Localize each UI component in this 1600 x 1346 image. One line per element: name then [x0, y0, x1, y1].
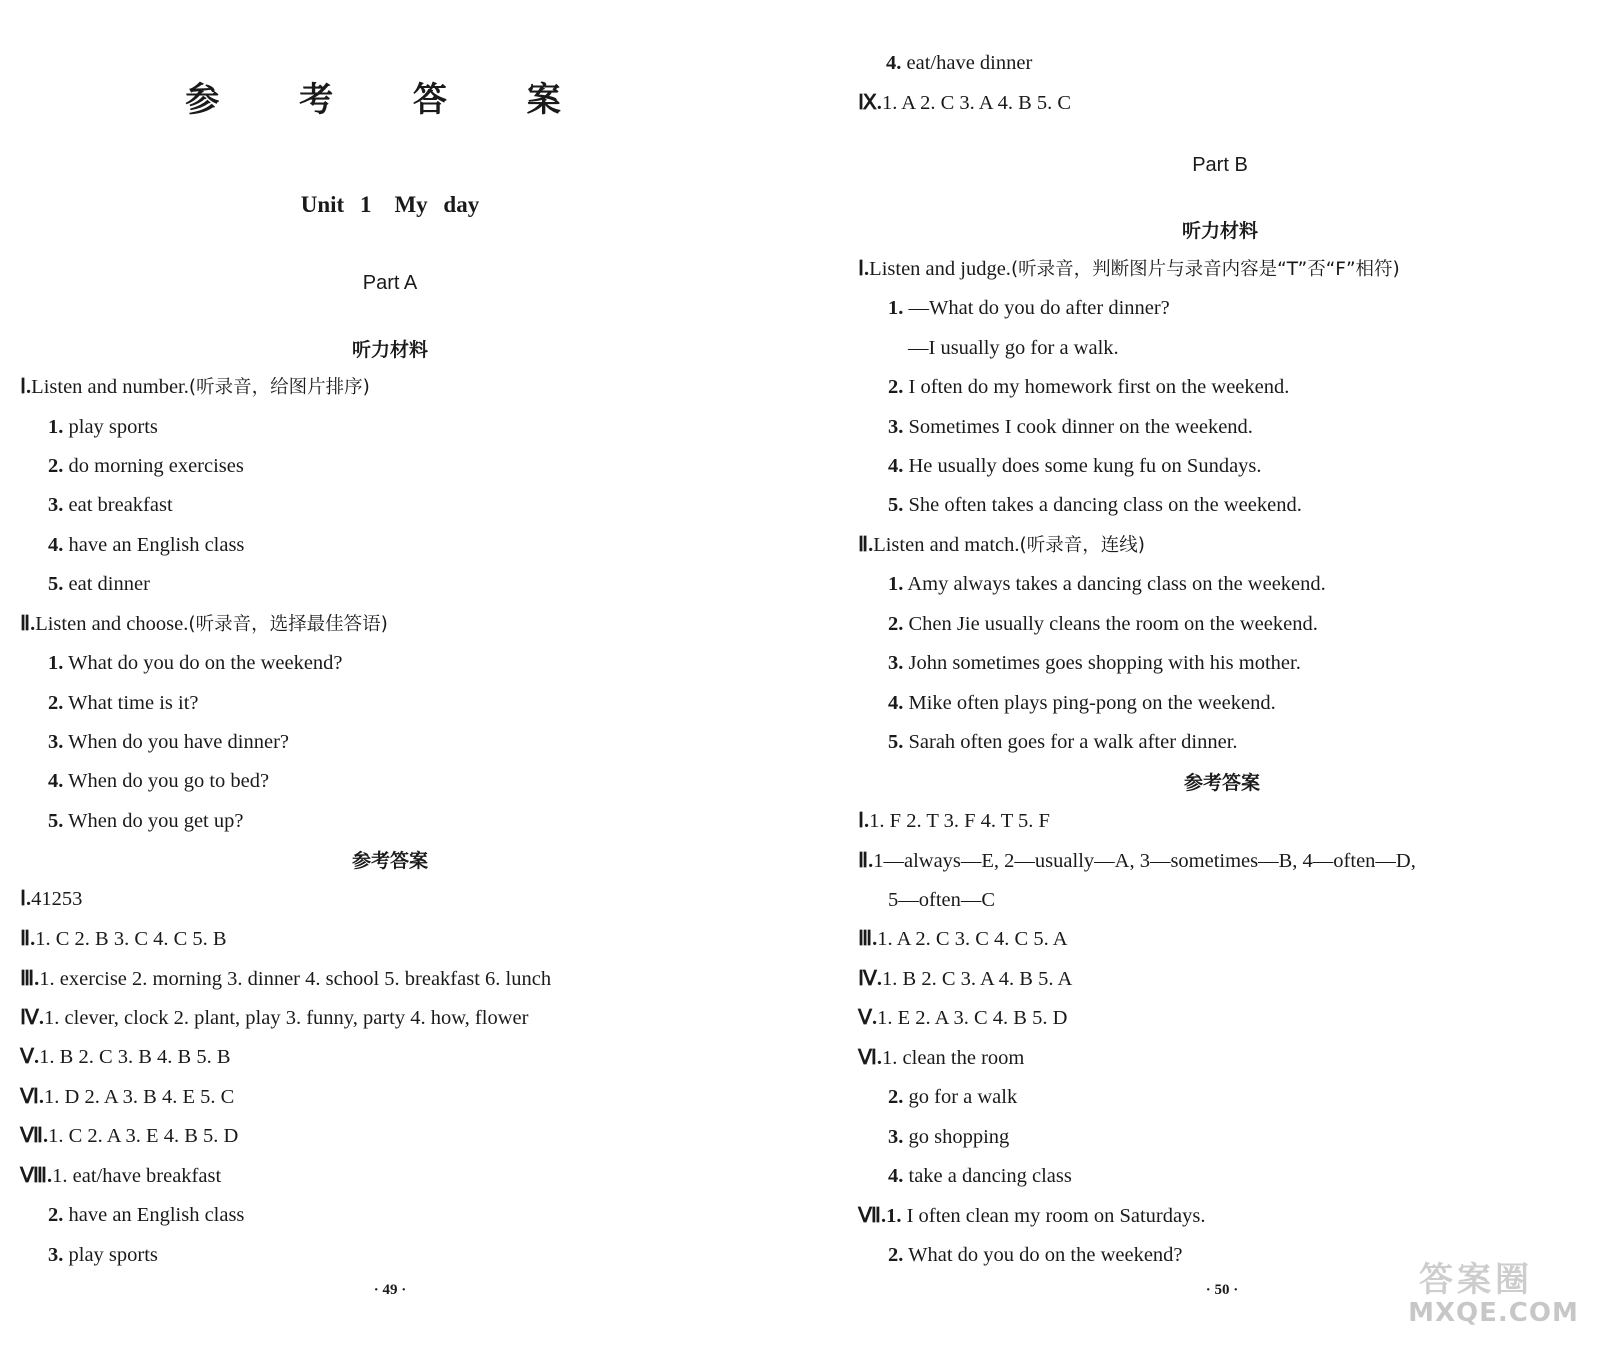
answer-row: Ⅰ.41253: [20, 888, 83, 910]
list-item: 5. eat dinner: [48, 573, 150, 595]
list-item: —I usually go for a walk.: [908, 337, 1119, 359]
list-item: 3. go shopping: [888, 1126, 1010, 1148]
answer-row: Ⅰ.1. F 2. T 3. F 4. T 5. F: [858, 810, 1050, 832]
right-page: [800, 0, 1600, 1346]
list-item: 2. Chen Jie usually cleans the room on the weekend.: [888, 613, 1318, 635]
list-item: 1. What do you do on the weekend?: [48, 652, 343, 674]
list-item: 1. play sports: [48, 416, 158, 438]
section-heading: Ⅱ.Listen and match.(听录音，连线): [858, 534, 1145, 556]
list-item: 3. eat breakfast: [48, 494, 173, 516]
answer-row: Ⅶ.1. I often clean my room on Saturdays.: [858, 1205, 1206, 1227]
list-item: 4. Mike often plays ping-pong on the weekend.: [888, 692, 1276, 714]
listening-title-a: 听力材料: [351, 339, 428, 361]
list-item: 3. play sports: [48, 1244, 158, 1266]
section-heading: Ⅱ.Listen and choose.(听录音，选择最佳答语): [20, 613, 388, 635]
list-item: 1. Amy always takes a dancing class on the weekend.: [888, 573, 1326, 595]
answer-row: Ⅸ.1. A 2. C 3. A 4. B 5. C: [858, 92, 1072, 114]
list-item: 5. She often takes a dancing class on the weekend.: [888, 494, 1302, 516]
answer-row: Ⅵ.1. clean the room: [858, 1047, 1025, 1069]
answer-row: Ⅴ.1. E 2. A 3. C 4. B 5. D: [858, 1007, 1068, 1029]
answers-title-b: 参考答案: [1183, 772, 1260, 794]
part-b-title: Part B: [1192, 154, 1248, 176]
list-item: 4. take a dancing class: [888, 1165, 1072, 1187]
answer-row: Ⅳ.1. clever, clock 2. plant, play 3. funny, party 4. how, flower: [20, 1007, 529, 1029]
list-item: 4. eat/have dinner: [886, 52, 1033, 74]
answer-row: Ⅲ.1. exercise 2. morning 3. dinner 4. school 5. breakfast 6. lunch: [20, 968, 552, 990]
section-heading: Ⅰ.Listen and judge.(听录音，判断图片与录音内容是“T”否“F”相符): [858, 258, 1400, 280]
answer-row: Ⅱ.1. C 2. B 3. C 4. C 5. B: [20, 928, 227, 950]
list-item: 2. What do you do on the weekend?: [888, 1244, 1183, 1266]
answers-title-a: 参考答案: [351, 850, 428, 872]
page-number-right: · 50 ·: [1205, 1282, 1239, 1298]
list-item: 5. Sarah often goes for a walk after dinner.: [888, 731, 1238, 753]
list-item: 2. go for a walk: [888, 1086, 1018, 1108]
list-item: 2. I often do my homework first on the weekend.: [888, 376, 1290, 398]
list-item: 2. have an English class: [48, 1204, 245, 1226]
answer-row: Ⅷ.1. eat/have breakfast: [20, 1165, 222, 1187]
answer-row: Ⅱ.1—always—E, 2—usually—A, 3—sometimes—B, 4—often—D,: [858, 850, 1416, 872]
list-item: 2. do morning exercises: [48, 455, 244, 477]
answer-row: Ⅲ.1. A 2. C 3. C 4. C 5. A: [858, 928, 1068, 950]
watermark-top-text: 答案圈: [1419, 1260, 1533, 1300]
section-heading: Ⅰ.Listen and number.(听录音，给图片排序): [20, 376, 370, 398]
page-title: 参 考 答 案: [185, 80, 595, 120]
list-item: 1. —What do you do after dinner?: [888, 297, 1170, 319]
list-item: 3. John sometimes goes shopping with his mother.: [888, 652, 1301, 674]
list-item: 2. What time is it?: [48, 692, 199, 714]
unit-title: Unit 1 My day: [300, 192, 480, 217]
answer-row: Ⅶ.1. C 2. A 3. E 4. B 5. D: [20, 1125, 239, 1147]
list-item: 4. He usually does some kung fu on Sundays.: [888, 455, 1262, 477]
answer-row: Ⅵ.1. D 2. A 3. B 4. E 5. C: [20, 1086, 235, 1108]
page-number-left: · 49 ·: [373, 1282, 407, 1298]
watermark-bottom-text: MXQE.COM: [1408, 1298, 1579, 1328]
list-item: 3. Sometimes I cook dinner on the weekend.: [888, 416, 1253, 438]
list-item: 5. When do you get up?: [48, 810, 244, 832]
part-a-title: Part A: [362, 272, 418, 294]
list-item: 4. have an English class: [48, 534, 245, 556]
list-item: 4. When do you go to bed?: [48, 770, 270, 792]
answer-row: 5—often—C: [888, 889, 996, 911]
answer-row: Ⅴ.1. B 2. C 3. B 4. B 5. B: [20, 1046, 231, 1068]
site-watermark-logo: [1401, 1252, 1586, 1328]
listening-title-b: 听力材料: [1181, 220, 1258, 242]
list-item: 3. When do you have dinner?: [48, 731, 290, 753]
answer-row: Ⅳ.1. B 2. C 3. A 4. B 5. A: [858, 968, 1073, 990]
